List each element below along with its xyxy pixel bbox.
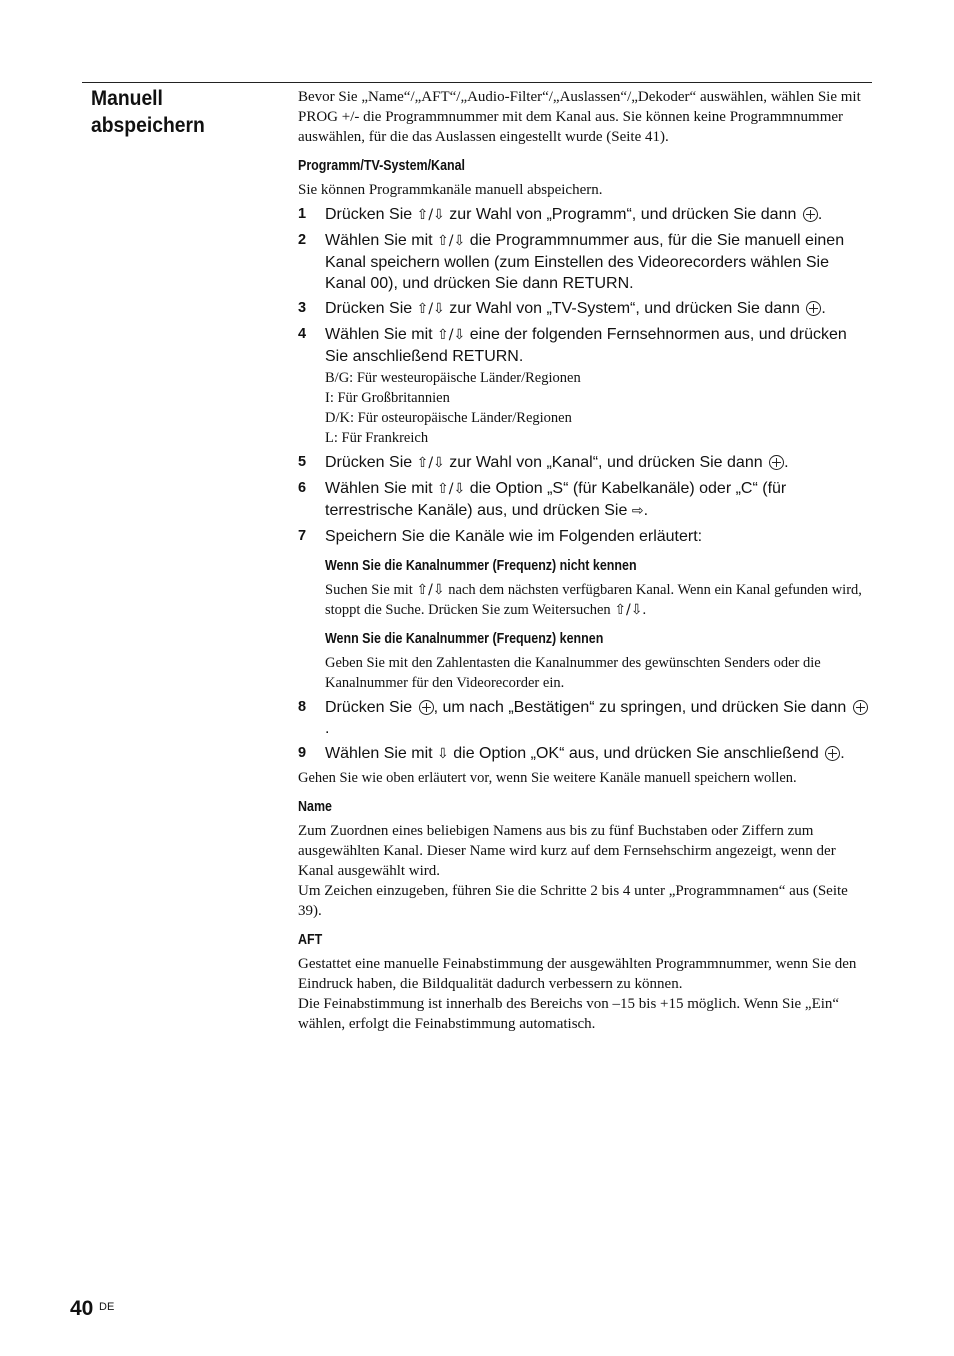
main-column bbox=[298, 87, 872, 1034]
step-text: zur Wahl von „Kanal“, und drücken Sie dann bbox=[449, 454, 763, 471]
step-text: Wählen Sie mit bbox=[325, 326, 433, 343]
paragraph-text: nach dem nächsten verfügbaren Kanal. Wenn ein Kanal gefunden wird, stoppt die Suche. Drücken Sie zum Weitersuchen bbox=[325, 582, 862, 618]
step-text: . bbox=[821, 300, 826, 317]
step-8 bbox=[298, 697, 872, 739]
step-text: . bbox=[325, 720, 330, 737]
step-text: . bbox=[643, 502, 649, 519]
enter-button-icon bbox=[803, 207, 818, 222]
paragraph-text: Suchen Sie mit bbox=[325, 582, 413, 598]
up-down-arrow-icon: ⇧/⇩ bbox=[437, 481, 466, 497]
enter-button-icon bbox=[853, 700, 868, 715]
down-arrow-icon: ⇩ bbox=[437, 746, 449, 762]
enter-button-icon bbox=[769, 455, 784, 470]
right-arrow-icon: ⇨ bbox=[631, 503, 644, 519]
up-down-arrow-icon: ⇧/⇩ bbox=[614, 602, 643, 618]
step-number: 7 bbox=[298, 528, 307, 544]
step-text: eine der folgenden Fernsehnormen aus, und drücken Sie anschließend RETURN. bbox=[325, 326, 847, 365]
step-text: Drücken Sie bbox=[325, 699, 413, 716]
step-number: 3 bbox=[298, 300, 307, 316]
step-text: Speichern Sie die Kanäle wie im Folgenden erläutert: bbox=[325, 528, 703, 545]
up-down-arrow-icon: ⇧/⇩ bbox=[416, 301, 445, 317]
step-7 bbox=[298, 526, 872, 547]
step-number: 4 bbox=[298, 326, 307, 342]
unknown-channel-text bbox=[325, 580, 872, 620]
step-number: 1 bbox=[298, 206, 307, 222]
step-9 bbox=[298, 743, 872, 765]
page-number: 40 bbox=[70, 1297, 94, 1320]
known-channel-heading: Wenn Sie die Kanalnummer (Frequenz) kennen bbox=[325, 631, 604, 647]
norm-item: I: Für Großbritannien bbox=[325, 390, 450, 406]
up-down-arrow-icon: ⇧/⇩ bbox=[416, 207, 445, 223]
step-text: Drücken Sie bbox=[325, 300, 413, 317]
programm-outro: Gehen Sie wie oben erläutert vor, wenn Sie weitere Kanäle manuell speichern wollen. bbox=[298, 770, 797, 786]
unknown-channel-heading: Wenn Sie die Kanalnummer (Frequenz) nicht kennen bbox=[325, 558, 637, 574]
programm-heading: Programm/TV-System/Kanal bbox=[298, 158, 466, 174]
step-text: die Option „OK“ aus, und drücken Sie anschließend bbox=[453, 745, 819, 762]
step-text: . bbox=[817, 206, 823, 223]
step-text: , um nach „Bestätigen“ zu springen, und drücken Sie dann bbox=[433, 699, 847, 716]
up-down-arrow-icon: ⇧/⇩ bbox=[416, 582, 445, 598]
aft-paragraph-1: Gestattet eine manuelle Feinabstimmung der ausgewählten Programmnummer, wenn Sie den Eindruck haben, die Bildqualität dadurch verbessern zu können. bbox=[298, 956, 857, 992]
up-down-arrow-icon: ⇧/⇩ bbox=[437, 233, 466, 249]
step-number: 6 bbox=[298, 480, 307, 496]
step-text: zur Wahl von „TV-System“, und drücken Sie dann bbox=[449, 300, 800, 317]
step-text: Wählen Sie mit bbox=[325, 745, 433, 762]
step-text: . bbox=[840, 745, 845, 762]
norm-item: B/G: Für westeuropäische Länder/Regionen bbox=[325, 370, 581, 386]
top-rule bbox=[82, 82, 872, 83]
up-down-arrow-icon: ⇧/⇩ bbox=[416, 455, 445, 471]
up-down-arrow-icon: ⇧/⇩ bbox=[437, 327, 466, 343]
enter-button-icon bbox=[419, 700, 434, 715]
step-text: zur Wahl von „Programm“, und drücken Sie dann bbox=[449, 206, 797, 223]
step-3 bbox=[298, 298, 872, 320]
aft-heading: AFT bbox=[298, 932, 323, 948]
programm-intro: Sie können Programmkanäle manuell abspeichern. bbox=[298, 182, 603, 198]
step-6 bbox=[298, 478, 872, 522]
intro-text: Bevor Sie „Name“/„AFT“/„Audio-Filter“/„Auslassen“/„Dekoder“ auswählen, wählen Sie mit PROG +/- die Programmnummer mit dem Kanal aus. Sie können keine Programmnummer auswählen, für die das Auslassen eingestellt wurde (Seite 41). bbox=[298, 89, 861, 145]
norm-item: D/K: Für osteuropäische Länder/Regionen bbox=[325, 410, 572, 426]
enter-button-icon bbox=[825, 746, 840, 761]
norm-item: L: Für Frankreich bbox=[325, 430, 429, 446]
step-number: 2 bbox=[298, 232, 307, 248]
step-text: Drücken Sie bbox=[325, 206, 413, 223]
name-paragraph-2: Um Zeichen einzugeben, führen Sie die Schritte 2 bis 4 unter „Programmnamen“ aus (Seite 39). bbox=[298, 883, 848, 919]
name-heading: Name bbox=[298, 799, 332, 815]
section-title: Manuell abspeichern bbox=[91, 87, 205, 137]
step-number: 8 bbox=[298, 699, 307, 715]
step-5 bbox=[298, 452, 872, 474]
step-number: 9 bbox=[298, 745, 307, 761]
aft-paragraph-2: Die Feinabstimmung ist innerhalb des Bereichs von –15 bis +15 möglich. Wenn Sie „Ein“ wählen, erfolgt die Feinabstimmung automatisch. bbox=[298, 996, 840, 1032]
step-text: die Programmnummer aus, für die Sie manuell einen Kanal speichern wollen (zum Einstellen des Videorecorders wählen Sie Kanal 00), und drücken Sie dann RETURN. bbox=[325, 232, 845, 292]
paragraph-text: . bbox=[642, 602, 647, 618]
enter-button-icon bbox=[806, 301, 821, 316]
step-number: 5 bbox=[298, 454, 307, 470]
name-paragraph-1: Zum Zuordnen eines beliebigen Namens aus bis zu fünf Buchstaben oder Ziffern zum ausgewählten Kanal. Dieser Name wird kurz auf dem Fernsehschirm angezeigt, wenn der Kanal ausgewählt wird. bbox=[298, 823, 836, 879]
step-text: . bbox=[784, 454, 789, 471]
step-4 bbox=[298, 324, 872, 367]
step-2 bbox=[298, 230, 872, 294]
step-text: Drücken Sie bbox=[325, 454, 413, 471]
page-language: DE bbox=[99, 1301, 115, 1313]
step-text: Wählen Sie mit bbox=[325, 232, 433, 249]
norm-list bbox=[325, 368, 872, 448]
step-text: Wählen Sie mit bbox=[325, 480, 433, 497]
known-channel-text: Geben Sie mit den Zahlentasten die Kanalnummer des gewünschten Senders oder die Kanalnummer für den Videorecorder ein. bbox=[325, 655, 821, 691]
step-text: die Option „S“ (für Kabelkanäle) oder „C“ (für terrestrische Kanäle) aus, und drücken Sie bbox=[325, 480, 787, 519]
step-1 bbox=[298, 204, 872, 226]
